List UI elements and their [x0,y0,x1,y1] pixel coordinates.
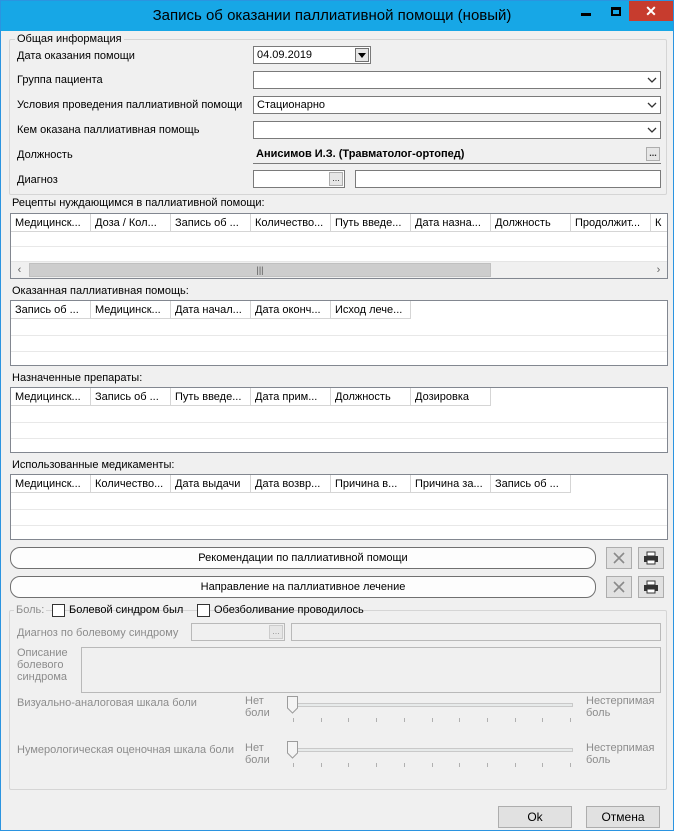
pain-diagnosis-browse-button[interactable]: ... [269,625,283,639]
chevron-down-icon [647,125,657,135]
close-icon [612,551,626,565]
column-header[interactable]: Дата прим... [251,388,331,406]
column-header[interactable]: Должность [491,214,571,232]
column-header[interactable]: Причина за... [411,475,491,493]
column-header[interactable]: Количество... [91,475,171,493]
position-label: Должность [17,149,73,161]
date-picker[interactable] [253,46,371,64]
column-header[interactable]: Запись об ... [91,388,171,406]
date-value: 04.09.2019 [257,49,313,61]
conditions-select[interactable] [253,96,661,114]
diagnosis-label: Диагноз [17,174,58,186]
diagnosis-text-field[interactable] [355,170,661,188]
close-icon: ✕ [645,2,657,19]
slider-tick [404,763,405,767]
position-value: Анисимов И.З. (Травматолог-ортопед) [256,148,465,160]
printer-icon [643,580,659,594]
column-header[interactable]: Медицинск... [91,301,171,319]
slider-tick [487,718,488,722]
date-label: Дата оказания помощи [17,50,135,62]
pain-description-label: Описание болевого синдрома [17,647,68,683]
slider-tick [542,718,543,722]
column-header[interactable]: Путь введе... [331,214,411,232]
provided-by-select[interactable] [253,121,661,139]
referral-button[interactable]: Направление на паллиативное лечение [10,576,596,598]
anesthesia-label[interactable]: Обезболивание проводилось [214,604,364,616]
column-header[interactable]: Запись об ... [11,301,91,319]
column-header[interactable]: Медицинск... [11,214,91,232]
maximize-icon [611,7,621,16]
scroll-right-icon[interactable]: › [656,264,661,276]
diagnosis-code-field[interactable] [253,170,345,188]
column-header[interactable]: Медицинск... [11,475,91,493]
vas-label: Визуально-аналоговая шкала боли [17,697,197,709]
pain-syndrome-checkbox[interactable] [52,604,65,617]
pain-syndrome-label[interactable]: Болевой синдром был [69,604,184,616]
conditions-label: Условия проведения паллиативной помощи [17,99,243,111]
slider-tick [321,718,322,722]
position-browse-button[interactable]: ... [646,147,660,161]
vas-max-label: Нестерпимая боль [586,695,655,719]
vas-slider-thumb[interactable] [287,696,298,714]
window-title: Запись об оказании паллиативной помощи (новый) [152,7,512,24]
used-medications-grid[interactable] [10,474,668,540]
slider-tick [293,718,294,722]
column-header[interactable]: Дата возвр... [251,475,331,493]
minimize-icon [581,13,591,16]
patient-group-select[interactable] [253,71,661,89]
close-button[interactable] [629,1,673,21]
provided-by-label: Кем оказана паллиативная помощь [17,124,200,136]
minimize-button[interactable] [571,1,601,21]
nrs-min-label: Нет боли [245,742,270,766]
maximize-button[interactable] [601,1,631,21]
title-bar[interactable] [1,1,673,31]
column-header[interactable]: Исход лече... [331,301,411,319]
slider-tick [432,718,433,722]
recommendations-delete-button[interactable] [606,547,632,569]
slider-tick [348,763,349,767]
prescriptions-title: Рецепты нуждающимся в паллиативной помощи: [12,197,265,209]
close-icon [612,580,626,594]
grid-row-divider [11,351,667,352]
slider-tick [348,718,349,722]
assigned-drugs-grid[interactable] [10,387,668,453]
vas-ticks [293,718,571,722]
conditions-value: Стационарно [257,99,326,111]
recommendations-button[interactable]: Рекомендации по паллиативной помощи [10,547,596,569]
calendar-dropdown-button[interactable] [355,48,369,62]
slider-tick [570,763,571,767]
nrs-ticks [293,763,571,767]
prescriptions-grid[interactable] [10,213,668,279]
used-medications-title: Использованные медикаменты: [12,459,175,471]
referral-delete-button[interactable] [606,576,632,598]
slider-tick [542,763,543,767]
provided-care-header [11,301,411,319]
column-header[interactable]: Дата оконч... [251,301,331,319]
column-header[interactable]: Количество... [251,214,331,232]
slider-tick [293,763,294,767]
slider-tick [459,763,460,767]
assigned-drugs-header [11,388,491,406]
scroll-thumb[interactable]: ||| [29,263,491,277]
scroll-left-icon[interactable]: ‹ [17,264,22,276]
chevron-down-icon [358,53,366,58]
slider-tick [570,718,571,722]
anesthesia-checkbox[interactable] [197,604,210,617]
column-header[interactable]: К [651,214,668,232]
column-header[interactable]: Должность [331,388,411,406]
referral-print-button[interactable] [638,576,664,598]
slider-tick [432,763,433,767]
column-header[interactable]: Дата начал... [171,301,251,319]
slider-tick [459,718,460,722]
patient-group-label: Группа пациента [17,74,103,86]
diagnosis-browse-button[interactable]: ... [329,172,343,186]
cancel-button[interactable]: Отмена [586,806,660,828]
position-field[interactable] [253,146,661,164]
pain-diagnosis-label: Диагноз по болевому синдрому [17,627,179,639]
used-medications-header [11,475,571,493]
column-header[interactable]: Путь введе... [171,388,251,406]
column-header[interactable]: Продолжит... [571,214,651,232]
pain-diagnosis-text-field[interactable] [291,623,661,641]
nrs-max-label: Нестерпимая боль [586,742,655,766]
recommendations-print-button[interactable] [638,547,664,569]
column-header[interactable]: Дата назна... [411,214,491,232]
column-header[interactable]: Медицинск... [11,388,91,406]
pain-legend: Боль: [16,604,45,616]
column-header[interactable]: Дозировка [411,388,491,406]
column-header[interactable]: Запись об ... [491,475,571,493]
provided-care-title: Оказанная паллиативная помощь: [12,285,189,297]
slider-tick [376,763,377,767]
grid-row-divider [11,509,667,510]
grid-row-divider [11,525,667,526]
nrs-label: Нумерологическая оценочная шкала боли [17,744,234,756]
nrs-slider-thumb[interactable] [287,741,298,759]
grid-row-divider [11,438,667,439]
slider-tick [515,718,516,722]
horizontal-scrollbar[interactable] [11,261,667,278]
column-header[interactable]: Дата выдачи [171,475,251,493]
provided-care-grid[interactable] [10,300,668,366]
nrs-slider-track[interactable] [289,748,573,752]
slider-tick [404,718,405,722]
slider-tick [515,763,516,767]
grid-row-divider [11,335,667,336]
slider-tick [487,763,488,767]
prescriptions-header [11,214,668,232]
slider-tick [321,763,322,767]
assigned-drugs-title: Назначенные препараты: [12,372,143,384]
chevron-down-icon [647,75,657,85]
general-info-legend: Общая информация [17,33,122,45]
column-header[interactable]: Запись об ... [171,214,251,232]
chevron-down-icon [647,100,657,110]
ok-button[interactable]: Ok [498,806,572,828]
pain-diagnosis-code-field[interactable] [191,623,285,641]
vas-slider-track[interactable] [289,703,573,707]
grid-row-divider [11,246,667,247]
pain-description-field[interactable] [81,647,661,693]
printer-icon [643,551,659,565]
grid-row-divider [11,422,667,423]
column-header[interactable]: Доза / Кол... [91,214,171,232]
vas-min-label: Нет боли [245,695,270,719]
slider-tick [376,718,377,722]
column-header[interactable]: Причина в... [331,475,411,493]
